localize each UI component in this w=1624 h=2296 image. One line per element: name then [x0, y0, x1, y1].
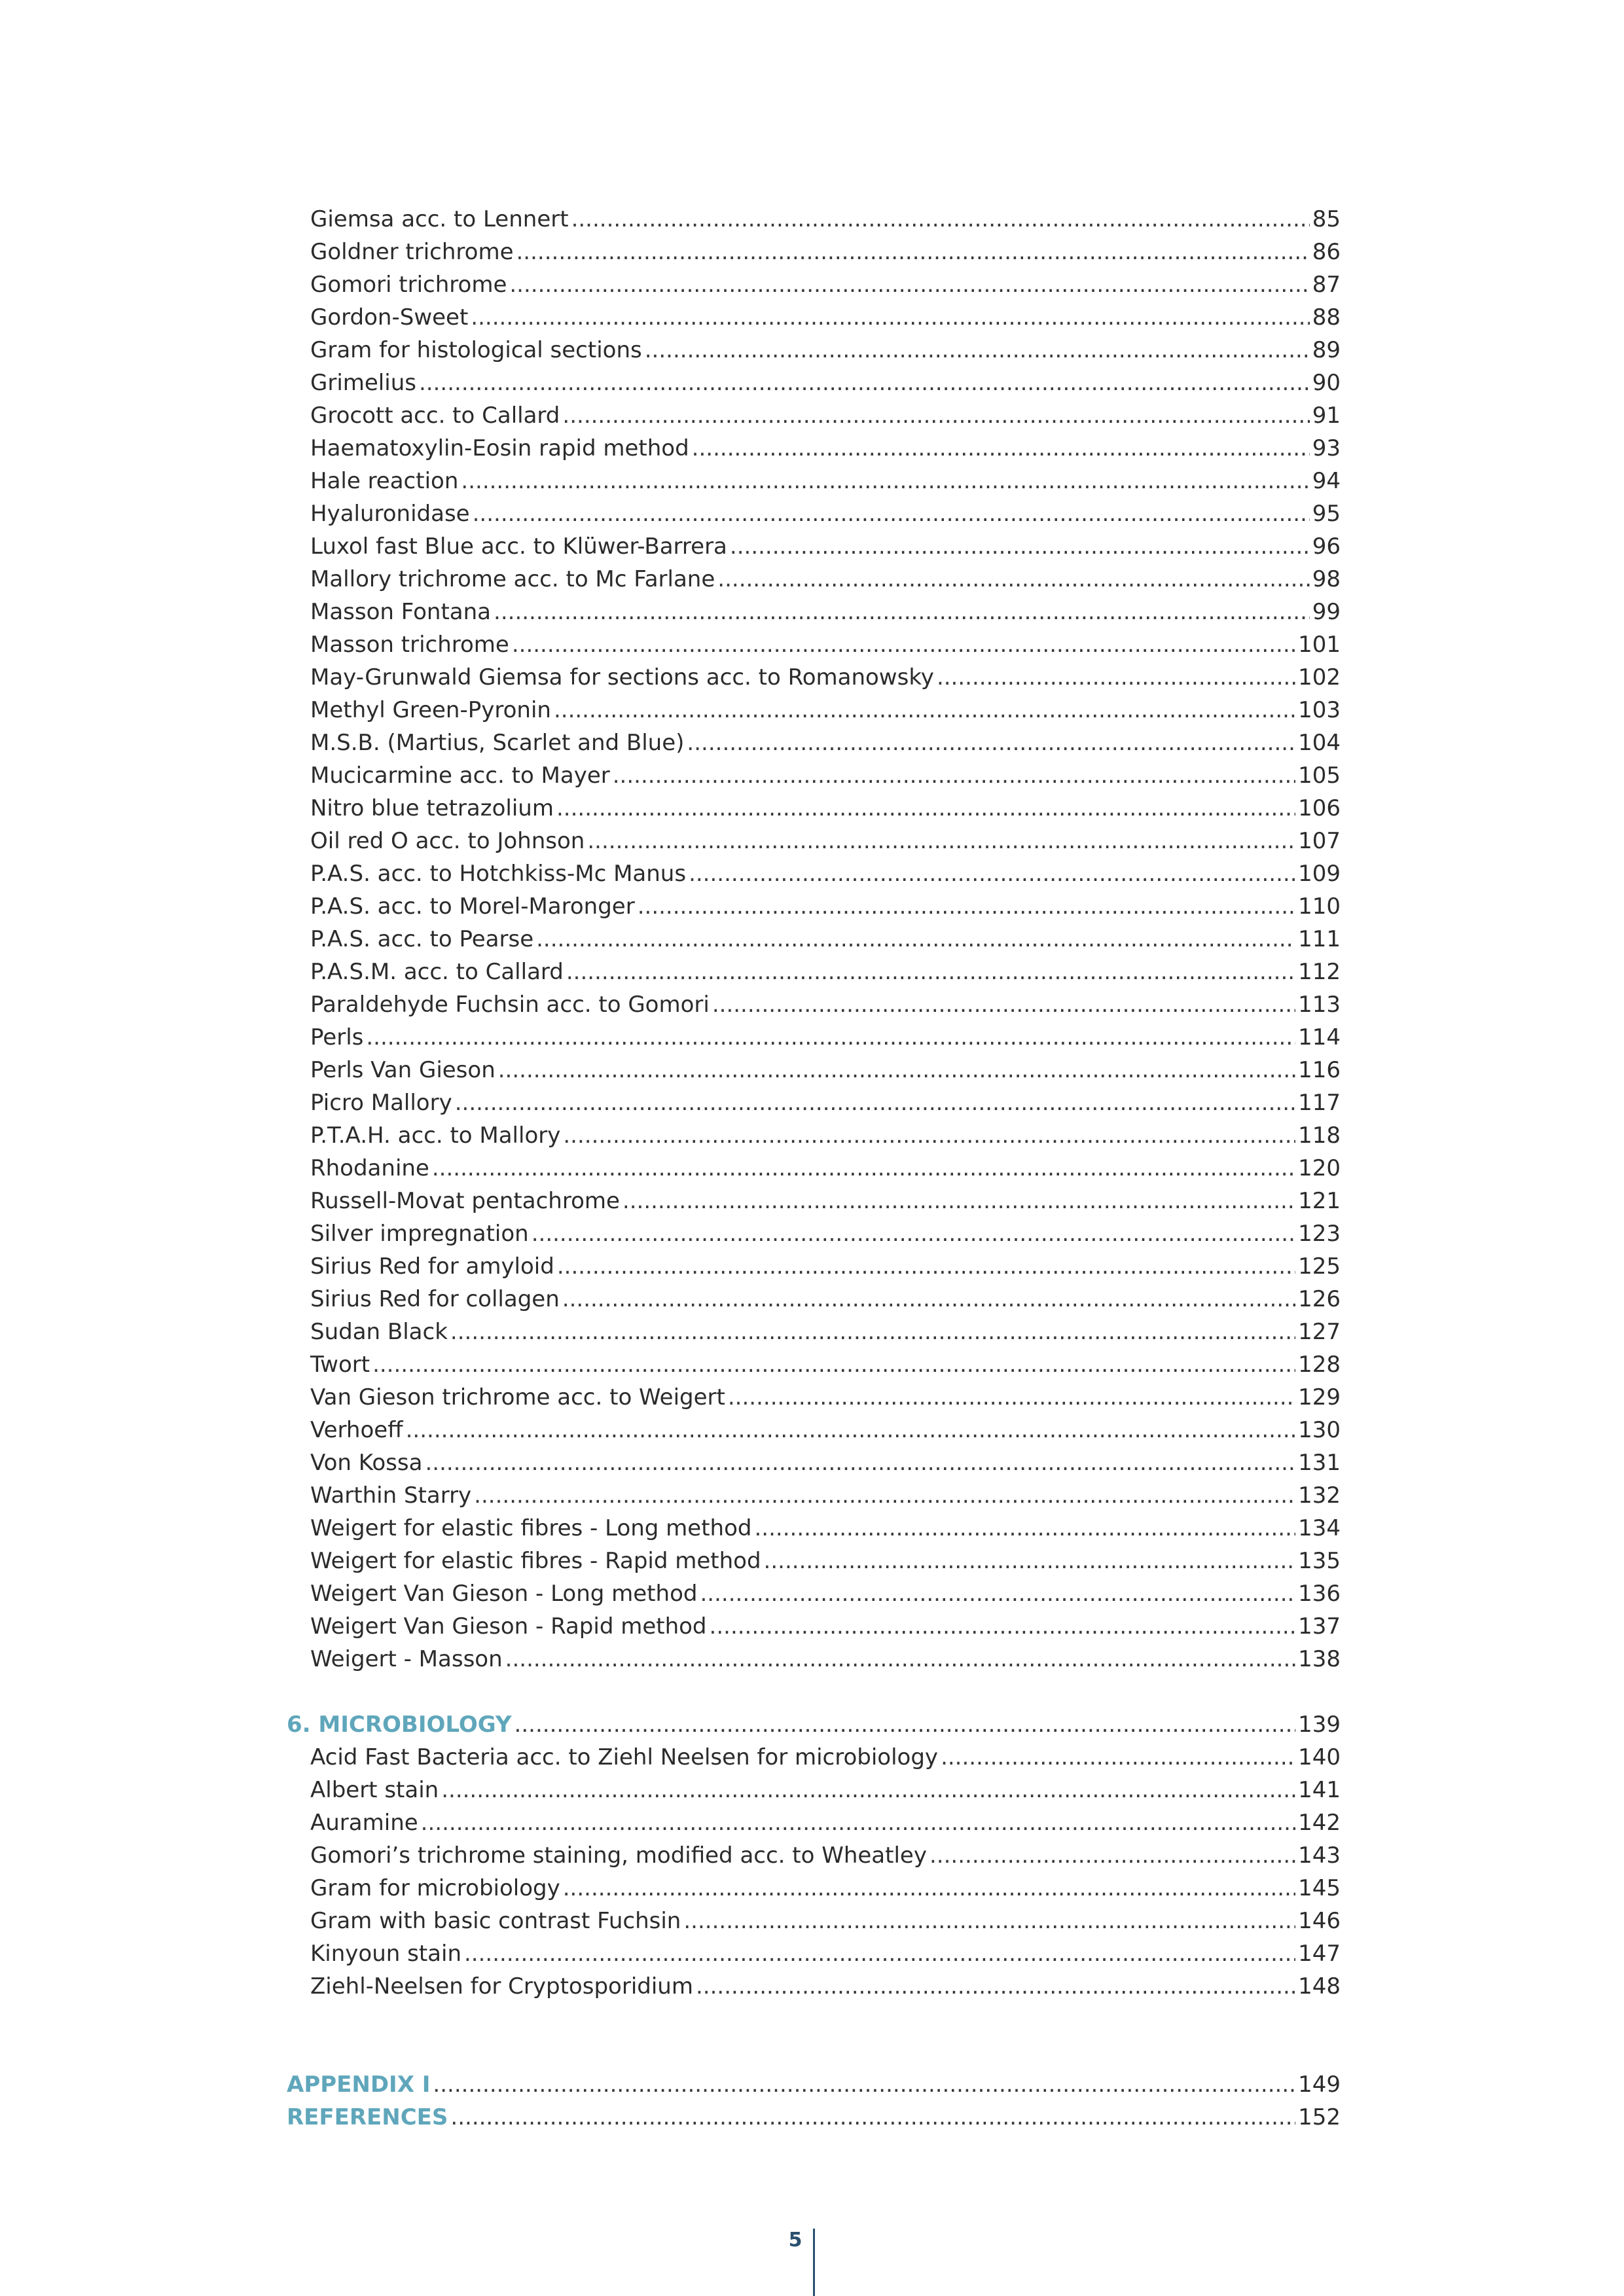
- toc-leader-dots: [728, 1381, 1295, 1414]
- toc-entry[interactable]: [287, 1348, 1341, 1381]
- toc-leader-dots: [372, 1348, 1295, 1381]
- toc-entry-page: 113: [1298, 992, 1341, 1018]
- toc-entry-label: P.T.A.H. acc. to Mallory: [310, 1122, 561, 1149]
- toc-entry-label: P.A.S.M. acc. to Callard: [310, 959, 564, 985]
- toc-entry-label: Verhoeff: [310, 1417, 403, 1443]
- toc-leader-dots: [613, 759, 1295, 792]
- toc-leader-dots: [406, 1414, 1295, 1446]
- toc-leader-dots: [425, 1446, 1295, 1479]
- toc-entry[interactable]: [287, 268, 1341, 301]
- toc-leader-dots: [366, 1021, 1295, 1054]
- toc-leader-dots: [730, 530, 1310, 563]
- toc-entry-label: Kinyoun stain: [310, 1941, 461, 1967]
- toc-entry-page: 130: [1298, 1417, 1341, 1443]
- toc-leader-dots: [505, 1643, 1295, 1676]
- toc-entry-page: 88: [1312, 304, 1341, 331]
- toc-entry-page: 145: [1298, 1875, 1341, 1901]
- toc-entry[interactable]: [287, 1479, 1341, 1512]
- toc-section-page: 149: [1298, 2072, 1341, 2098]
- toc-entry-label: Gomori trichrome: [310, 272, 507, 298]
- toc-entry-label: Warthin Starry: [310, 1482, 472, 1509]
- toc-entry-page: 90: [1312, 370, 1341, 396]
- toc-entry-page: 85: [1312, 206, 1341, 232]
- toc-entry-page: 131: [1298, 1450, 1341, 1476]
- toc-entry-page: 99: [1312, 599, 1341, 625]
- toc-entry-label: Methyl Green-Pyronin: [310, 697, 551, 723]
- toc-leader-dots: [433, 2068, 1295, 2101]
- toc-entry-page: 86: [1312, 239, 1341, 265]
- toc-entry-label: Oil red O acc. to Johnson: [310, 828, 585, 854]
- toc-entry[interactable]: [287, 988, 1341, 1021]
- toc-entry[interactable]: [287, 563, 1341, 596]
- toc-entry-page: 138: [1298, 1646, 1341, 1672]
- toc-entry[interactable]: [287, 792, 1341, 825]
- toc-entry[interactable]: [287, 596, 1341, 628]
- toc-entry[interactable]: [287, 1381, 1341, 1414]
- toc-entry-page: 127: [1298, 1319, 1341, 1345]
- toc-entry-label: Weigert for elastic fibres - Long method: [310, 1515, 752, 1541]
- toc-entry[interactable]: [287, 1086, 1341, 1119]
- toc-group-histology: [287, 203, 1341, 1676]
- toc-leader-dots: [450, 2101, 1295, 2134]
- toc-entry[interactable]: [287, 1741, 1341, 1774]
- toc-entry-page: 87: [1312, 272, 1341, 298]
- toc-leader-dots: [563, 1872, 1295, 1905]
- toc-entry-label: Luxol fast Blue acc. to Klüwer-Barrera: [310, 533, 727, 560]
- toc-entry-page: 91: [1312, 403, 1341, 429]
- toc-entry-page: 106: [1298, 795, 1341, 821]
- toc-entry[interactable]: [287, 857, 1341, 890]
- toc-entry-label: Haematoxylin-Eosin rapid method: [310, 435, 689, 461]
- toc-entry-label: Ziehl-Neelsen for Cryptosporidium: [310, 1973, 693, 2000]
- toc-leader-dots: [696, 1970, 1295, 2003]
- toc-entry[interactable]: [287, 1643, 1341, 1676]
- toc-entry-page: 137: [1298, 1613, 1341, 1640]
- toc-entry-page: 140: [1298, 1744, 1341, 1770]
- toc-entry[interactable]: [287, 1577, 1341, 1610]
- toc-entry[interactable]: [287, 1414, 1341, 1446]
- toc-leader-dots: [516, 236, 1310, 268]
- toc-leader-dots: [494, 596, 1310, 628]
- toc-entry[interactable]: [287, 1545, 1341, 1577]
- toc-entry[interactable]: [287, 890, 1341, 923]
- toc-entry[interactable]: [287, 1872, 1341, 1905]
- toc-entry[interactable]: [287, 1250, 1341, 1283]
- table-of-contents: [287, 203, 1341, 2134]
- toc-entry-label: Weigert - Masson: [310, 1646, 503, 1672]
- toc-entry-label: P.A.S. acc. to Morel-Maronger: [310, 893, 635, 920]
- toc-section-page: 139: [1298, 1712, 1341, 1738]
- toc-leader-dots: [571, 203, 1310, 236]
- toc-entry-page: 111: [1298, 926, 1341, 952]
- toc-entry-page: 147: [1298, 1941, 1341, 1967]
- toc-entry-page: 132: [1298, 1482, 1341, 1509]
- toc-entry[interactable]: [287, 956, 1341, 988]
- toc-entry-label: Nitro blue tetrazolium: [310, 795, 554, 821]
- toc-entry-label: Auramine: [310, 1810, 418, 1836]
- toc-entry-label: Picro Mallory: [310, 1090, 452, 1116]
- toc-entry-page: 118: [1298, 1122, 1341, 1149]
- toc-leader-dots: [638, 890, 1295, 923]
- toc-leader-dots: [419, 367, 1310, 399]
- toc-entry-label: Grocott acc. to Callard: [310, 403, 560, 429]
- toc-section-microbiology[interactable]: [287, 1708, 1341, 1741]
- toc-entry-page: 129: [1298, 1384, 1341, 1410]
- toc-section-label: REFERENCES: [287, 2104, 448, 2130]
- toc-entry-page: 120: [1298, 1155, 1341, 1181]
- toc-entry[interactable]: [287, 530, 1341, 563]
- toc-entry[interactable]: [287, 465, 1341, 497]
- toc-leader-dots: [941, 1741, 1295, 1774]
- toc-entry[interactable]: [287, 726, 1341, 759]
- toc-entry-page: 123: [1298, 1221, 1341, 1247]
- toc-entry-label: Masson Fontana: [310, 599, 492, 625]
- toc-entry[interactable]: [287, 1839, 1341, 1872]
- toc-entry[interactable]: [287, 1152, 1341, 1185]
- toc-entry-label: Perls: [310, 1024, 364, 1050]
- page-footer: [0, 2229, 1624, 2296]
- toc-entry[interactable]: [287, 1283, 1341, 1316]
- toc-leader-dots: [562, 1283, 1295, 1316]
- toc-entry-label: Gram for microbiology: [310, 1875, 560, 1901]
- toc-entry-label: Masson trichrome: [310, 632, 509, 658]
- toc-entry-label: Albert stain: [310, 1777, 439, 1803]
- toc-leader-dots: [710, 1610, 1296, 1643]
- toc-entry-label: Sirius Red for collagen: [310, 1286, 560, 1312]
- toc-section-label: 6. MICROBIOLOGY: [287, 1712, 512, 1738]
- toc-entry-page: 114: [1298, 1024, 1341, 1050]
- toc-leader-dots: [455, 1086, 1295, 1119]
- toc-entry-label: Mucicarmine acc. to Mayer: [310, 762, 610, 789]
- toc-entry-label: Twort: [310, 1352, 370, 1378]
- toc-entry-page: 121: [1298, 1188, 1341, 1214]
- toc-entry-label: M.S.B. (Martius, Scarlet and Blue): [310, 730, 685, 756]
- toc-entry-page: 126: [1298, 1286, 1341, 1312]
- toc-leader-dots: [461, 465, 1309, 497]
- toc-entry[interactable]: [287, 1316, 1341, 1348]
- toc-leader-dots: [556, 792, 1295, 825]
- toc-leader-dots: [764, 1545, 1296, 1577]
- toc-entry-page: 142: [1298, 1810, 1341, 1836]
- toc-entry[interactable]: [287, 1970, 1341, 2003]
- toc-section-appendix[interactable]: [287, 2068, 1341, 2101]
- toc-entry-page: 116: [1298, 1057, 1341, 1083]
- toc-leader-dots: [498, 1054, 1295, 1086]
- toc-entry[interactable]: [287, 694, 1341, 726]
- toc-entry[interactable]: [287, 203, 1341, 236]
- toc-entry-label: Silver impregnation: [310, 1221, 529, 1247]
- toc-leader-dots: [471, 301, 1309, 334]
- toc-entry-label: Hyaluronidase: [310, 501, 470, 527]
- toc-leader-dots: [717, 563, 1309, 596]
- toc-entry-page: 105: [1298, 762, 1341, 789]
- toc-leader-dots: [441, 1774, 1295, 1806]
- toc-entry-label: Sirius Red for amyloid: [310, 1253, 554, 1280]
- toc-leader-dots: [683, 1905, 1295, 1937]
- toc-entry[interactable]: [287, 1905, 1341, 1937]
- toc-leader-dots: [450, 1316, 1295, 1348]
- toc-leader-dots: [512, 628, 1295, 661]
- toc-entry[interactable]: [287, 367, 1341, 399]
- toc-entry-page: 146: [1298, 1908, 1341, 1934]
- toc-leader-dots: [645, 334, 1310, 367]
- toc-leader-dots: [700, 1577, 1295, 1610]
- toc-section-label: APPENDIX I: [287, 2072, 431, 2098]
- toc-leader-dots: [557, 1250, 1295, 1283]
- toc-entry[interactable]: [287, 497, 1341, 530]
- toc-entry[interactable]: [287, 236, 1341, 268]
- toc-leader-dots: [464, 1937, 1295, 1970]
- toc-entry[interactable]: [287, 1217, 1341, 1250]
- toc-entry-label: Hale reaction: [310, 468, 459, 494]
- toc-entry[interactable]: [287, 1054, 1341, 1086]
- toc-leader-dots: [509, 268, 1309, 301]
- toc-leader-dots: [689, 857, 1295, 890]
- page-number: 5: [788, 2229, 803, 2251]
- toc-entry-page: 89: [1312, 337, 1341, 363]
- toc-entry-label: Sudan Black: [310, 1319, 448, 1345]
- toc-leader-dots: [421, 1806, 1295, 1839]
- toc-entry-page: 135: [1298, 1548, 1341, 1574]
- toc-entry[interactable]: [287, 1446, 1341, 1479]
- toc-entry[interactable]: [287, 301, 1341, 334]
- toc-entry-page: 104: [1298, 730, 1341, 756]
- toc-leader-dots: [432, 1152, 1295, 1185]
- toc-section-references[interactable]: [287, 2101, 1341, 2134]
- toc-entry-page: 125: [1298, 1253, 1341, 1280]
- toc-entry-label: P.A.S. acc. to Hotchkiss-Mc Manus: [310, 861, 687, 887]
- toc-entry-label: Van Gieson trichrome acc. to Weigert: [310, 1384, 725, 1410]
- toc-entry[interactable]: [287, 399, 1341, 432]
- toc-entry-page: 107: [1298, 828, 1341, 854]
- toc-leader-dots: [536, 923, 1295, 956]
- toc-leader-dots: [712, 988, 1295, 1021]
- toc-entry-page: 98: [1312, 566, 1341, 592]
- toc-entry-page: 94: [1312, 468, 1341, 494]
- toc-entry-page: 112: [1298, 959, 1341, 985]
- toc-entry-page: 93: [1312, 435, 1341, 461]
- toc-leader-dots: [562, 399, 1309, 432]
- toc-entry[interactable]: [287, 825, 1341, 857]
- toc-leader-dots: [474, 1479, 1295, 1512]
- toc-leader-dots: [623, 1185, 1295, 1217]
- toc-entry-label: Von Kossa: [310, 1450, 423, 1476]
- toc-entry[interactable]: [287, 432, 1341, 465]
- toc-leader-dots: [587, 825, 1295, 857]
- toc-entry[interactable]: [287, 1512, 1341, 1545]
- toc-entry-page: 110: [1298, 893, 1341, 920]
- toc-entry-page: 128: [1298, 1352, 1341, 1378]
- toc-entry[interactable]: [287, 1806, 1341, 1839]
- toc-entry-page: 143: [1298, 1842, 1341, 1869]
- toc-leader-dots: [563, 1119, 1295, 1152]
- toc-entry-label: Grimelius: [310, 370, 416, 396]
- toc-leader-dots: [929, 1839, 1295, 1872]
- toc-entry[interactable]: [287, 1185, 1341, 1217]
- toc-leader-dots: [687, 726, 1295, 759]
- toc-entry-page: 141: [1298, 1777, 1341, 1803]
- toc-entry[interactable]: [287, 759, 1341, 792]
- toc-entry[interactable]: [287, 1119, 1341, 1152]
- toc-entry-label: Paraldehyde Fuchsin acc. to Gomori: [310, 992, 710, 1018]
- toc-leader-dots: [692, 432, 1310, 465]
- toc-entry-label: Gram with basic contrast Fuchsin: [310, 1908, 681, 1934]
- toc-entry-page: 117: [1298, 1090, 1341, 1116]
- toc-entry-label: Weigert Van Gieson - Rapid method: [310, 1613, 707, 1640]
- toc-leader-dots: [566, 956, 1295, 988]
- toc-entry-page: 109: [1298, 861, 1341, 887]
- footer-divider-line: [813, 2229, 815, 2296]
- toc-entry[interactable]: [287, 1937, 1341, 1970]
- toc-entry-page: 134: [1298, 1515, 1341, 1541]
- toc-entry-label: Weigert Van Gieson - Long method: [310, 1581, 698, 1607]
- toc-entry-label: Giemsa acc. to Lennert: [310, 206, 569, 232]
- toc-entry-page: 136: [1298, 1581, 1341, 1607]
- toc-entry-page: 103: [1298, 697, 1341, 723]
- toc-entry-label: Mallory trichrome acc. to Mc Farlane: [310, 566, 715, 592]
- toc-entry-page: 102: [1298, 664, 1341, 691]
- toc-entry[interactable]: [287, 334, 1341, 367]
- toc-leader-dots: [554, 694, 1295, 726]
- toc-entry-page: 95: [1312, 501, 1341, 527]
- toc-leader-dots: [937, 661, 1295, 694]
- toc-leader-dots: [532, 1217, 1295, 1250]
- toc-entry[interactable]: [287, 1021, 1341, 1054]
- toc-entry-label: Gomori’s trichrome staining, modified acc. to Wheatley: [310, 1842, 927, 1869]
- toc-leader-dots: [755, 1512, 1296, 1545]
- toc-entry-label: P.A.S. acc. to Pearse: [310, 926, 534, 952]
- toc-entry-page: 101: [1298, 632, 1341, 658]
- toc-entry-label: Gordon-Sweet: [310, 304, 469, 331]
- toc-entry[interactable]: [287, 661, 1341, 694]
- toc-entry-label: Rhodanine: [310, 1155, 429, 1181]
- toc-entry-label: Goldner trichrome: [310, 239, 514, 265]
- toc-entry-label: Perls Van Gieson: [310, 1057, 496, 1083]
- toc-entry-label: Acid Fast Bacteria acc. to Ziehl Neelsen for microbiology: [310, 1744, 939, 1770]
- toc-leader-dots: [514, 1708, 1296, 1741]
- toc-entry-label: May-Grunwald Giemsa for sections acc. to Romanowsky: [310, 664, 934, 691]
- toc-entry-page: 148: [1298, 1973, 1341, 2000]
- toc-entry-page: 96: [1312, 533, 1341, 560]
- toc-section-page: 152: [1298, 2104, 1341, 2130]
- toc-entry-label: Weigert for elastic fibres - Rapid method: [310, 1548, 761, 1574]
- toc-leader-dots: [473, 497, 1310, 530]
- toc-entry-label: Gram for histological sections: [310, 337, 642, 363]
- toc-group-microbiology: [287, 1741, 1341, 2003]
- toc-entry[interactable]: [287, 1774, 1341, 1806]
- toc-entry[interactable]: [287, 1610, 1341, 1643]
- toc-entry-label: Russell-Movat pentachrome: [310, 1188, 620, 1214]
- toc-entry[interactable]: [287, 923, 1341, 956]
- toc-entry[interactable]: [287, 628, 1341, 661]
